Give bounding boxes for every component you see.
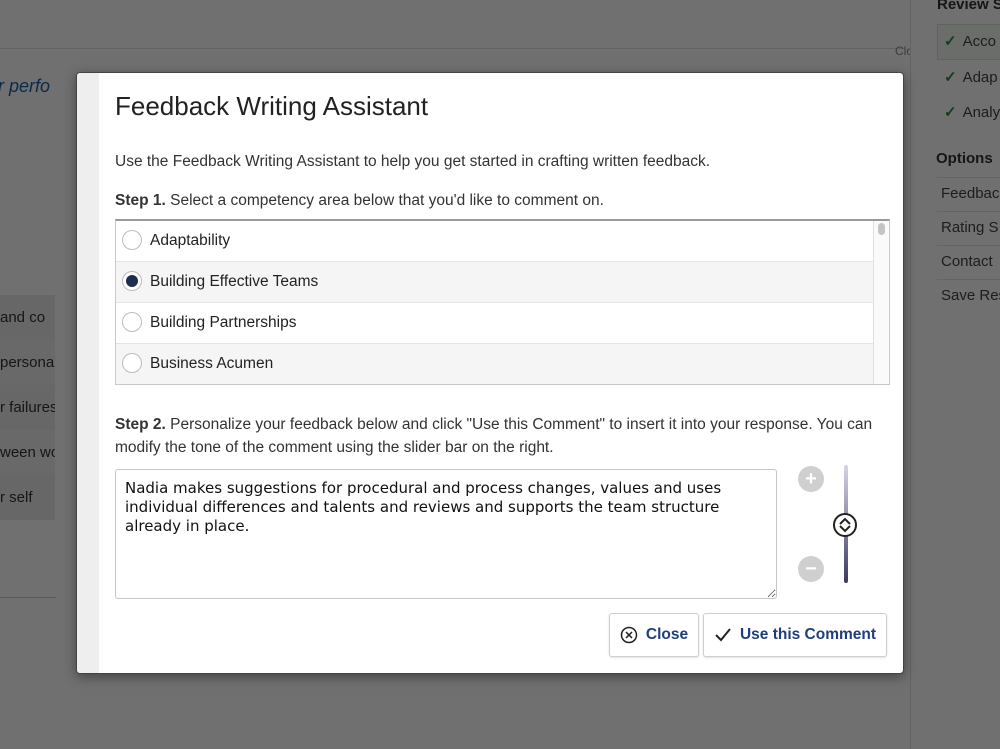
tone-increase-icon[interactable]: + <box>798 466 824 492</box>
checkmark-icon <box>714 627 732 643</box>
step1-text: Select a competency area below that you'd like to comment on. <box>165 192 604 209</box>
step2-instructions <box>115 413 875 459</box>
list-scrollbar[interactable] <box>873 221 889 384</box>
dialog-title: Feedback Writing Assistant <box>115 91 429 121</box>
tone-slider-handle[interactable] <box>833 513 857 537</box>
feedback-assistant-dialog <box>76 72 904 674</box>
dialog-side-stripe <box>77 73 99 673</box>
step1-label: Step 1. <box>115 192 166 209</box>
comment-textarea[interactable] <box>115 469 777 599</box>
competency-list[interactable] <box>115 219 890 385</box>
use-comment-button-label: Use this Comment <box>739 626 877 643</box>
radio-button[interactable] <box>122 353 142 373</box>
competency-label: Business Acumen <box>150 355 274 372</box>
competency-label: Adaptability <box>150 232 231 249</box>
radio-button[interactable] <box>122 230 142 250</box>
competency-option[interactable] <box>116 344 873 385</box>
step2-label: Step 2. <box>115 416 166 433</box>
use-comment-button[interactable] <box>703 613 887 657</box>
close-button-label: Close <box>645 626 689 643</box>
competency-option[interactable] <box>116 303 873 344</box>
close-button[interactable] <box>609 613 699 657</box>
scrollbar-thumb[interactable] <box>878 223 885 235</box>
step1-instructions <box>115 192 604 210</box>
competency-label: Building Partnerships <box>150 314 297 331</box>
competency-option[interactable] <box>116 262 873 303</box>
tone-decrease-icon[interactable]: − <box>798 556 824 582</box>
competency-option[interactable] <box>116 221 873 262</box>
radio-button-selected[interactable] <box>122 271 142 291</box>
radio-button[interactable] <box>122 312 142 332</box>
dialog-intro-text: Use the Feedback Writing Assistant to help you get started in crafting written feedback. <box>115 153 711 170</box>
close-circle-icon <box>620 626 638 644</box>
chevron-up-down-icon <box>838 517 852 533</box>
competency-label: Building Effective Teams <box>150 273 319 290</box>
step2-text: Personalize your feedback below and click "Use this Comment" to insert it into your response. You can modify the tone of the comment using the slider bar on the right. <box>115 416 873 456</box>
